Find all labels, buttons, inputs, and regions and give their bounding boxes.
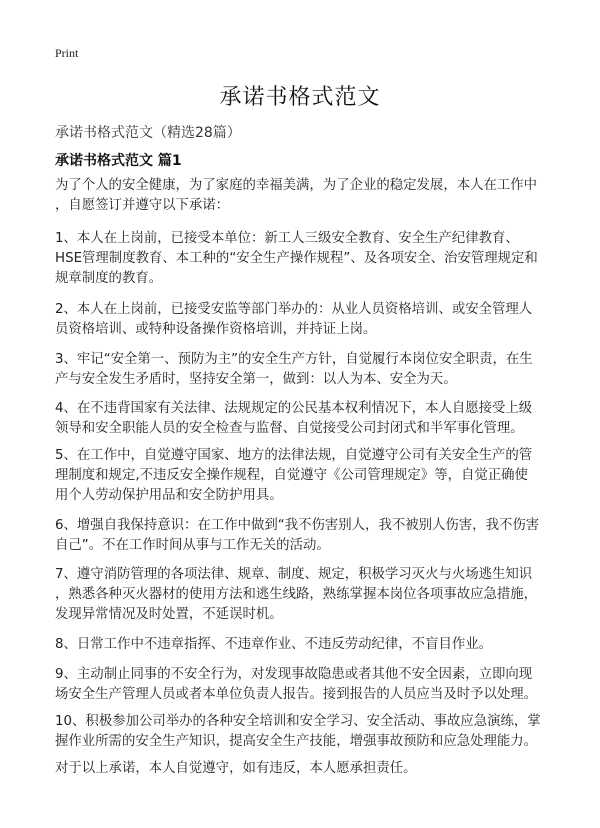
paragraph-item-4	[55, 399, 555, 439]
paragraph-item-9	[55, 665, 555, 705]
text-line: 发现异常情况及时处置，不延误时机。	[55, 607, 283, 622]
text-line: 用个人劳动保护用品和安全防护用具。	[55, 488, 283, 503]
paragraph-item-3	[55, 350, 555, 390]
text-line: 自己”。不在工作时间从事与工作无关的活动。	[55, 538, 330, 553]
text-line: 为了个人的安全健康，为了家庭的幸福美满，为了企业的稳定发展，本人在工作中	[55, 178, 538, 193]
text-line: 员资格培训、或特种设备操作资格培训，并持证上岗。	[55, 322, 377, 337]
paragraph-item-6	[55, 516, 555, 556]
text-line: 4、在不违背国家有关法律、法规规定的公民基本权利情况下，本人自愿接受上级	[55, 401, 533, 416]
paragraph-item-7	[55, 565, 555, 625]
document-subtitle: 承诺书格式范文（精选28篇）	[55, 125, 241, 141]
paragraph-closing	[55, 759, 555, 779]
paragraph-item-2	[55, 300, 555, 340]
text-line: 握作业所需的安全生产知识，提高安全生产技能，增强事故预防和应急处理能力。	[55, 734, 538, 749]
paragraph-intro	[55, 176, 555, 216]
text-line: 规章制度的教育。	[55, 271, 163, 286]
text-line: HSE管理制度教育、本工种的“安全生产操作规程”、及各项安全、治安管理规定和	[55, 251, 538, 266]
text-line: 产与安全发生矛盾时，坚持安全第一，做到：以人为本、安全为天。	[55, 372, 457, 387]
text-line: 领导和安全职能人员的安全检查与监督、自觉接受公司封闭式和半军事化管理。	[55, 421, 524, 436]
page-title: 承诺书格式范文	[219, 85, 381, 110]
text-line: ，熟悉各种灭火器材的使用方法和逃生线路，熟练掌握本岗位各项事故应急措施，	[55, 587, 538, 602]
text-line: 10、积极参加公司举办的各种安全培训和安全学习、安全活动、事故应急演练，掌	[55, 714, 541, 729]
text-line: 2、本人在上岗前，已接受安监等部门举办的：从业人员资格培训、或安全管理人	[55, 302, 533, 317]
text-line: ，自愿签订并遵守以下承诺：	[55, 198, 230, 213]
text-line: 6、增强自我保持意识：在工作中做到“我不伤害别人，我不被别人伤害，我不伤害	[55, 518, 540, 533]
text-line: 对于以上承诺，本人自觉遵守，如有违反，本人愿承担责任。	[55, 761, 417, 776]
text-line: 1、本人在上岗前，已接受本单位：新工人三级安全教育、安全生产纪律教育、	[55, 231, 519, 246]
section-heading: 承诺书格式范文 篇1	[55, 153, 182, 169]
paragraph-item-10	[55, 712, 555, 752]
text-line: 场安全生产管理人员或者本单位负责人报告。接到报告的人员应当及时予以处理。	[55, 687, 538, 702]
paragraph-item-8	[55, 635, 555, 655]
text-line: 9、主动制止同事的不安全行为，对发现事故隐患或者其他不安全因素，立即向现	[55, 667, 533, 682]
text-line: 3、牢记“安全第一、预防为主”的安全生产方针，自觉履行本岗位安全职责，在生	[55, 352, 533, 367]
print-label: Print	[55, 46, 79, 60]
paragraph-item-5	[55, 446, 555, 506]
text-line: 理制度和规定,不违反安全操作规程，自觉遵守《公司管理规定》等，自觉正确使	[55, 468, 528, 483]
text-line: 8、日常工作中不违章指挥、不违章作业、不违反劳动纪律，不盲目作业。	[55, 637, 493, 652]
text-line: 7、遵守消防管理的各项法律、规章、制度、规定，积极学习灭火与火场逃生知识	[55, 567, 533, 582]
paragraph-item-1	[55, 229, 555, 289]
text-line: 5、在工作中，自觉遵守国家、地方的法律法规，自觉遵守公司有关安全生产的管	[55, 448, 533, 463]
